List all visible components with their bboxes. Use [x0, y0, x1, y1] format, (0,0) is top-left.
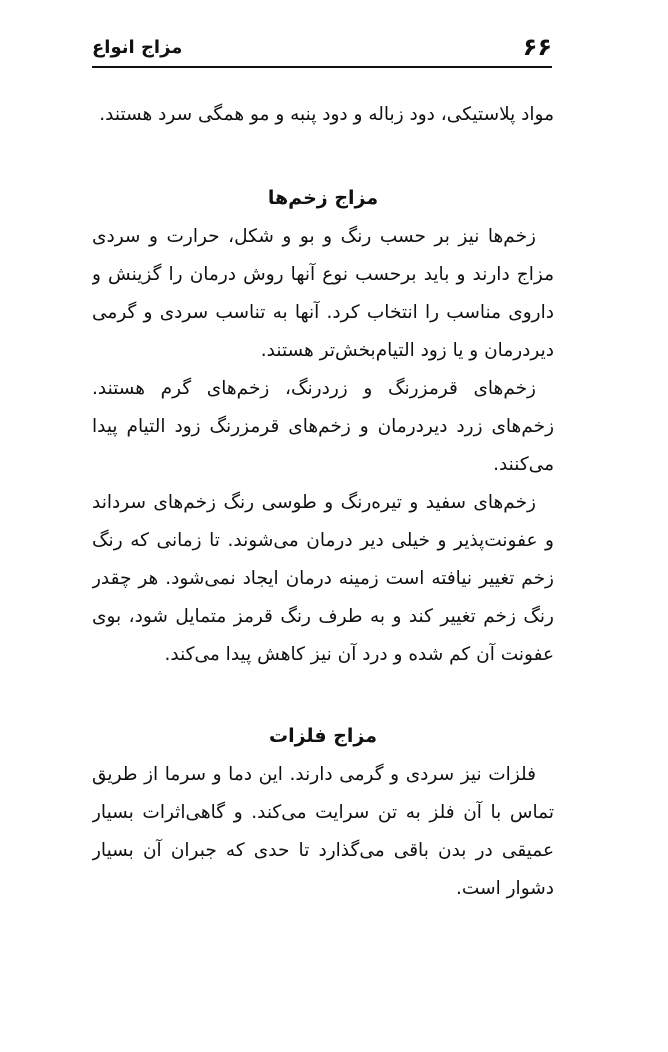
paragraph-wounds-3 — [92, 484, 554, 674]
header-divider — [92, 66, 552, 68]
paragraph-line: داروی مناسب را انتخاب کرد. آنها به تناسب سردی و گرمی — [92, 302, 554, 323]
paragraph-line: دشوار است. — [456, 878, 554, 899]
paragraph-line: مزاج دارند و باید برحسب نوع آنها روش درمان را گزینش و — [92, 264, 554, 285]
paragraph-line: زخم‌های زرد دیردرمان و زخم‌های قرمزرنگ زود التیام پیدا — [92, 416, 554, 437]
section-heading-wounds: مزاج زخم‌ها — [267, 187, 379, 209]
paragraph-line: زخم تغییر نیافته است زمینه درمان ایجاد نمی‌شود. هر چقدر — [92, 568, 554, 589]
page-header — [92, 30, 552, 68]
section-heading-metals: مزاج فلزات — [268, 725, 378, 747]
running-title: مزاج انواع — [92, 37, 183, 58]
intro-line: مواد پلاستیکی، دود زباله و دود پنبه و مو همگی سرد هستند. — [99, 104, 554, 125]
paragraph-wounds-2 — [92, 370, 554, 484]
paragraph-line: و عفونت‌پذیر و خیلی دیر درمان می‌شوند. تا زمانی که رنگ — [92, 530, 554, 551]
paragraph-line: عمیقی در بدن باقی می‌گذارد تا حدی که جبران آن بسیار — [92, 840, 554, 861]
page-number: ۶۶ — [522, 33, 552, 61]
paragraph-line: می‌کنند. — [493, 454, 554, 475]
paragraph-line: تماس با آن فلز به تن سرایت می‌کند. و گاهی‌اثرات بسیار — [92, 802, 554, 823]
section-gap — [92, 134, 554, 178]
paragraph-line: فلزات نیز سردی و گرمی دارند. این دما و سرما از طریق — [92, 764, 536, 785]
paragraph-line: رنگ زخم تغییر کند و به طرف رنگ قرمز متمایل شود، بوی — [92, 606, 554, 627]
paragraph-line: دیردرمان و یا زود التیام‌بخش‌تر هستند. — [260, 340, 554, 361]
paragraph-line: زخم‌ها نیز بر حسب رنگ و بو و شکل، حرارت و سردی — [92, 226, 536, 247]
section-gap — [92, 674, 554, 716]
paragraph-line: زخم‌های سفید و تیره‌رنگ و طوسی رنگ زخم‌های سرداند — [92, 492, 536, 513]
page-body — [92, 96, 554, 908]
paragraph-wounds-1 — [92, 218, 554, 370]
paragraph-line: عفونت آن کم شده و درد آن نیز کاهش پیدا می‌کند. — [164, 644, 554, 665]
paragraph-line: زخم‌های قرمزرنگ و زردرنگ، زخم‌های گرم هستند. — [92, 378, 536, 399]
paragraph-metals-1 — [92, 756, 554, 908]
